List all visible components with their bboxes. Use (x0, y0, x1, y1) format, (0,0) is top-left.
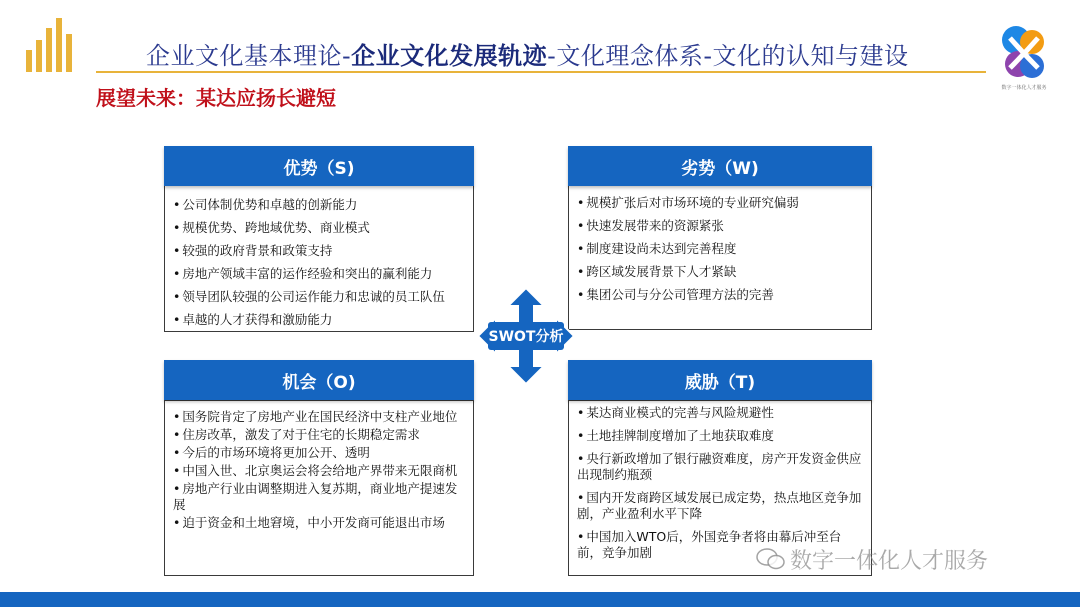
strength-item: • 卓越的人才获得和激励能力 (173, 312, 467, 328)
threat-item: • 土地挂牌制度增加了土地获取难度 (577, 428, 865, 444)
weakness-item: • 规模扩张后对市场环境的专业研究偏弱 (577, 195, 865, 211)
title-prefix: 企业文化基本理论- (146, 42, 352, 70)
opportunities-panel (164, 400, 474, 576)
title-suffix: -文化理念体系-文化的认知与建设 (547, 42, 909, 70)
brand-logo-icon (994, 20, 1054, 90)
page-title (146, 36, 909, 71)
brand-caption: 数字一体化人才服务 (1001, 85, 1047, 91)
strength-item: • 规模优势、跨地域优势、商业模式 (173, 220, 467, 236)
title-divider (96, 71, 986, 73)
threats-header: 威胁（T) (568, 360, 872, 400)
opportunity-item: • 房地产行业由调整期进入复苏期，商业地产提速发展 (173, 481, 467, 513)
opportunity-item: • 国务院肯定了房地产业在国民经济中支柱产业地位 (173, 409, 467, 425)
threat-item: • 国内开发商跨区域发展已成定势，热点地区竞争加剧，产业盈利水平下降 (577, 490, 865, 522)
opportunity-item: • 今后的市场环境将更加公开、透明 (173, 445, 467, 461)
threat-item: • 央行新政增加了银行融资难度，房产开发资金供应出现制约瓶颈 (577, 451, 865, 483)
page-subtitle: 展望未来：某达应扬长避短 (96, 86, 336, 110)
strength-item: • 房地产领域丰富的运作经验和突出的赢利能力 (173, 266, 467, 282)
bottom-bar (0, 592, 1080, 607)
weakness-item: • 快速发展带来的资源紧张 (577, 218, 865, 234)
strength-item: • 较强的政府背景和政策支持 (173, 243, 467, 259)
swot-center-label: SWOT分析 (488, 329, 564, 345)
title-highlight: 企业文化发展轨迹 (351, 42, 548, 70)
strengths-panel (164, 180, 474, 332)
weaknesses-header: 劣势（W) (568, 146, 872, 186)
strengths-header: 优势（S) (164, 146, 474, 186)
opportunity-item: • 中国入世、北京奥运会将会给地产界带来无限商机 (173, 463, 467, 479)
threat-item: • 中国加入WTO后，外国竞争者将由幕后冲至台前，竞争加剧 (577, 529, 865, 561)
wechat-icon (756, 547, 786, 571)
weakness-item: • 集团公司与分公司管理方法的完善 (577, 287, 865, 303)
opportunity-item: • 住房改革，激发了对于住宅的长期稳定需求 (173, 427, 467, 443)
opportunities-header: 机会（O) (164, 360, 474, 400)
strength-item: • 领导团队较强的公司运作能力和忠诚的员工队伍 (173, 289, 467, 305)
watermark-text: 数字一体化人才服务 (790, 549, 989, 574)
strength-item: • 公司体制优势和卓越的创新能力 (173, 197, 467, 213)
weakness-item: • 制度建设尚未达到完善程度 (577, 241, 865, 257)
bar-chart-logo-icon (26, 16, 78, 72)
weakness-item: • 跨区域发展背景下人才紧缺 (577, 264, 865, 280)
weaknesses-panel (568, 180, 872, 330)
threat-item: • 某达商业模式的完善与风险规避性 (577, 405, 865, 421)
opportunity-item: • 迫于资金和土地窘境，中小开发商可能退出市场 (173, 515, 467, 531)
